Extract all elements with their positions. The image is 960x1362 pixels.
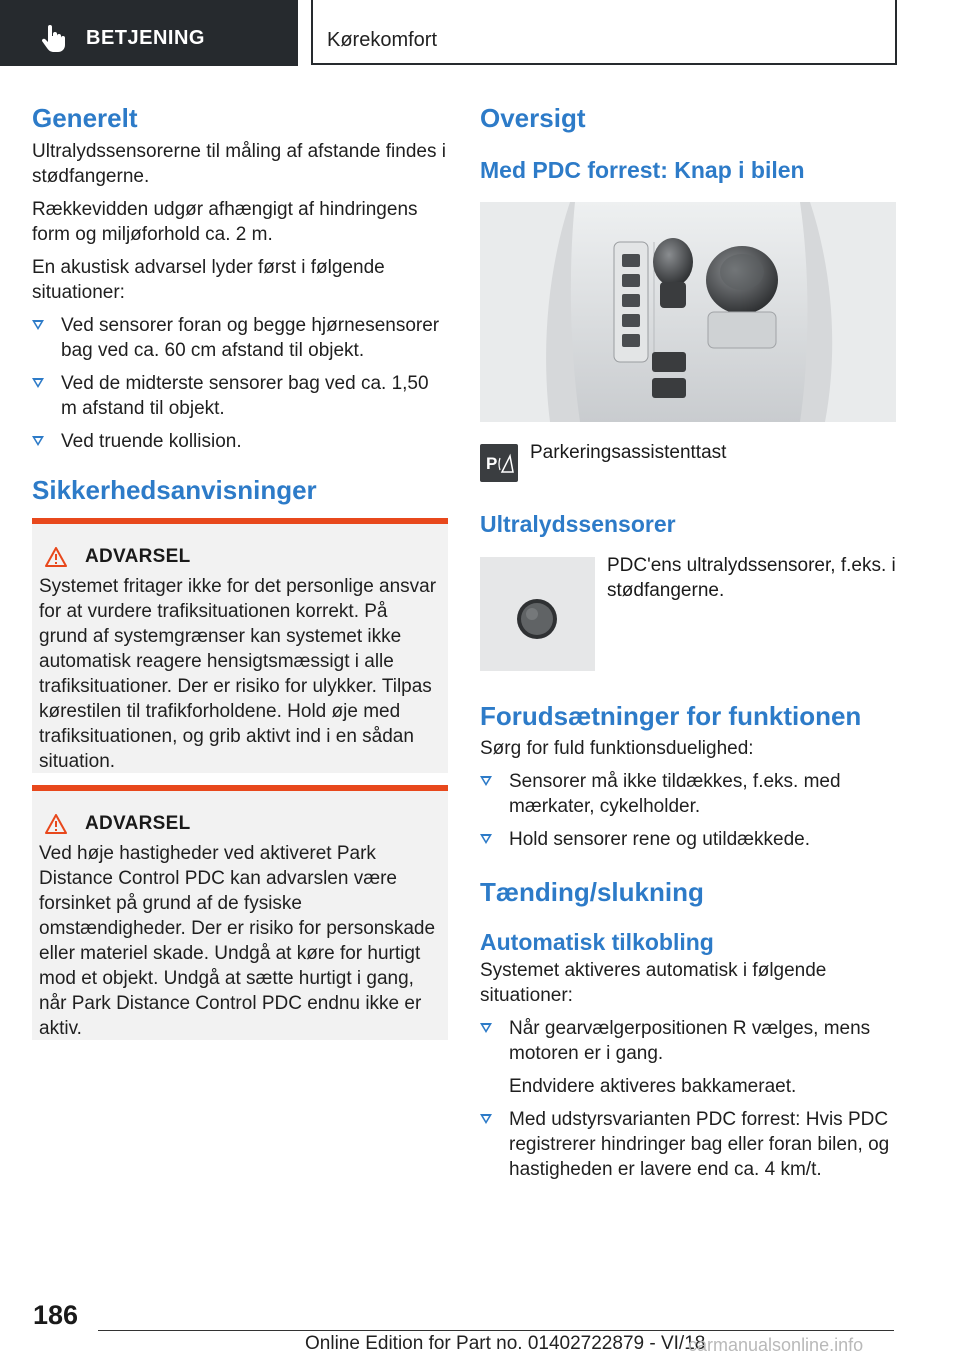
paragraph: Sørg for fuld funktionsduelighed:	[480, 738, 754, 759]
heading-forudsaetninger: Forudsætninger for funktionen	[480, 701, 862, 731]
paragraph: En akustisk advarsel lyder først i følgende situationer:	[32, 257, 385, 303]
bullet-text: Når gearvælgerpositionen R vælges, mens motoren er i gang.	[509, 1018, 871, 1064]
warning-text: Ved høje hastigheder ved aktiveret Park Distance Control PDC kan advarslen være forsinket på grund af de fysiske omstændigheder. Der er risiko for personskade eller materiel skade. Undgå at køre for hurtigt mod et objekt. Undgå at sætte hurtigt i gang, når Park Distance Control PDC endnu ikke er aktiv.	[39, 843, 436, 1039]
bullet-text: Ved truende kollision.	[61, 431, 242, 452]
watermark: carmanualsonline.info	[688, 1335, 864, 1355]
bullet-item	[480, 827, 896, 852]
sensor-illustration	[480, 557, 595, 671]
parking-assistant-button-icon	[480, 444, 518, 482]
console-drawing	[480, 202, 896, 422]
right-column	[480, 100, 896, 186]
warning-text: Systemet fritager ikke for det personlige ansvar for at vurdere trafiksituationen korrekt. På grund af systemgrænser kan systemet ikke automatisk reagere hensigtsmæssigt i alle trafiksituationer. Der er risiko for ulykker. Tilpas kørestilen til trafikforholdene. Hold øje med trafiksituationen, og grib aktivt ind i en sådan situation.	[39, 576, 437, 772]
left-column	[32, 100, 448, 508]
heading-generelt: Generelt	[32, 103, 138, 133]
warning-box	[32, 518, 448, 773]
bullet-item	[32, 313, 448, 363]
section-tab	[0, 0, 298, 66]
bullet-text: Ved sensorer foran og begge hjørnesensorer bag ved ca. 60 cm afstand til objekt.	[61, 315, 440, 361]
bullet-triangle-icon	[32, 436, 44, 446]
paragraph: Systemet aktiveres automatisk i følgende situationer:	[480, 960, 827, 1006]
heading-taending: Tænding/slukning	[480, 877, 704, 907]
sensor-icon	[480, 557, 595, 671]
bullet-triangle-icon	[480, 834, 492, 844]
bullet-item	[480, 1107, 896, 1182]
bullet-item	[480, 769, 896, 819]
button-caption: Parkeringsassistenttast	[530, 442, 727, 463]
bullet-text: Sensorer må ikke tildækkes, f.eks. med mærkater, cykelholder.	[509, 771, 841, 817]
warning-triangle-icon	[45, 547, 67, 567]
bullet-text: Hold sensorer rene og utildækkede.	[509, 829, 811, 850]
paragraph: Ultralydssensorerne til måling af afstande findes i stødfangerne.	[32, 141, 446, 187]
heading-pdc: Med PDC forrest: Knap i bilen	[480, 157, 805, 183]
edition-text: Online Edition for Part no. 01402722879 - VI/18	[305, 1333, 706, 1354]
bullet-item	[480, 1016, 896, 1066]
warning-title: ADVARSEL	[85, 813, 191, 834]
bullet-item	[32, 429, 448, 454]
heading-oversigt: Oversigt	[480, 103, 586, 133]
park-sensor-icon	[480, 444, 518, 482]
bullet-note: Endvidere aktiveres bakkameraet.	[509, 1076, 797, 1097]
bullet-triangle-icon	[32, 378, 44, 388]
warning-title: ADVARSEL	[85, 546, 191, 567]
paragraph: Rækkevidden udgør afhængigt af hindringens form og miljøforhold ca. 2 m.	[32, 199, 418, 245]
svg-text:P: P	[486, 454, 498, 473]
heading-automatisk: Automatisk tilkobling	[480, 929, 714, 955]
sensor-description: PDC'ens ultralydssensorer, f.eks. i stødfangerne.	[607, 555, 896, 601]
right-lower	[480, 698, 896, 1182]
bullet-triangle-icon	[480, 776, 492, 786]
bullet-text: Ved de midterste sensorer bag ved ca. 1,50 m afstand til objekt.	[61, 373, 429, 419]
section-title: BETJENING	[86, 27, 205, 49]
bullet-text: Med udstyrsvarianten PDC forrest: Hvis PDC registrerer hindringer bag eller foran bilen, og hastigheden er lavere end ca. 4 km/t.	[509, 1109, 890, 1180]
ultra-heading-wrap	[480, 508, 896, 540]
chapter-tab	[311, 0, 897, 65]
bullet-triangle-icon	[32, 320, 44, 330]
bullet-triangle-icon	[480, 1023, 492, 1033]
hand-pointer-icon	[40, 25, 66, 53]
warning-triangle-icon	[45, 814, 67, 834]
bullet-item	[32, 371, 448, 421]
bullet-triangle-icon	[480, 1114, 492, 1124]
heading-ultralyd: Ultralydssensorer	[480, 511, 676, 537]
heading-sikkerhed: Sikkerhedsanvisninger	[32, 475, 317, 505]
chapter-title: Kørekomfort	[327, 29, 438, 51]
page-number: 186	[33, 1300, 79, 1330]
center-console-illustration	[480, 202, 896, 422]
warning-box	[32, 785, 448, 1040]
footer-divider	[98, 1330, 894, 1331]
